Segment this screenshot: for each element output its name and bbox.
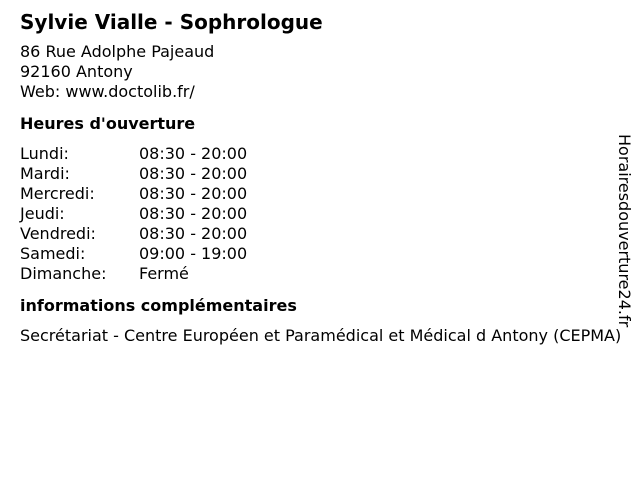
hours-row-jeudi <box>20 204 610 224</box>
hours-row-samedi <box>20 244 610 264</box>
info-text: Secrétariat - Centre Européen et Paramédical et Médical d Antony (CEPMA) <box>20 326 622 345</box>
day-label: Lundi: <box>20 144 69 163</box>
day-label: Mercredi: <box>20 184 95 203</box>
time-range: 08:30 - 20:00 <box>139 144 248 163</box>
info-heading: informations complémentaires <box>20 296 297 315</box>
address-city: 92160 Antony <box>20 62 133 81</box>
address-block <box>20 42 610 102</box>
business-card <box>20 10 622 346</box>
time-range: 08:30 - 20:00 <box>139 224 248 243</box>
website-link[interactable]: Web: www.doctolib.fr/ <box>20 82 195 101</box>
time-range: Fermé <box>139 264 189 283</box>
hours-row-mercredi <box>20 184 610 204</box>
day-label: Samedi: <box>20 244 86 263</box>
side-brand-label: Horairesdouverture24.fr <box>615 134 634 328</box>
time-range: 08:30 - 20:00 <box>139 164 248 183</box>
hours-table <box>20 144 610 284</box>
hours-row-mardi <box>20 164 610 184</box>
time-range: 09:00 - 19:00 <box>139 244 248 263</box>
day-label: Mardi: <box>20 164 70 183</box>
hours-row-dimanche <box>20 264 610 284</box>
address-street: 86 Rue Adolphe Pajeaud <box>20 42 215 61</box>
day-label: Jeudi: <box>20 204 65 223</box>
day-label: Dimanche: <box>20 264 107 283</box>
hours-row-vendredi <box>20 224 610 244</box>
business-title: Sylvie Vialle - Sophrologue <box>20 10 323 34</box>
time-range: 08:30 - 20:00 <box>139 184 248 203</box>
time-range: 08:30 - 20:00 <box>139 204 248 223</box>
day-label: Vendredi: <box>20 224 96 243</box>
hours-row-lundi <box>20 144 610 164</box>
hours-heading: Heures d'ouverture <box>20 114 196 133</box>
